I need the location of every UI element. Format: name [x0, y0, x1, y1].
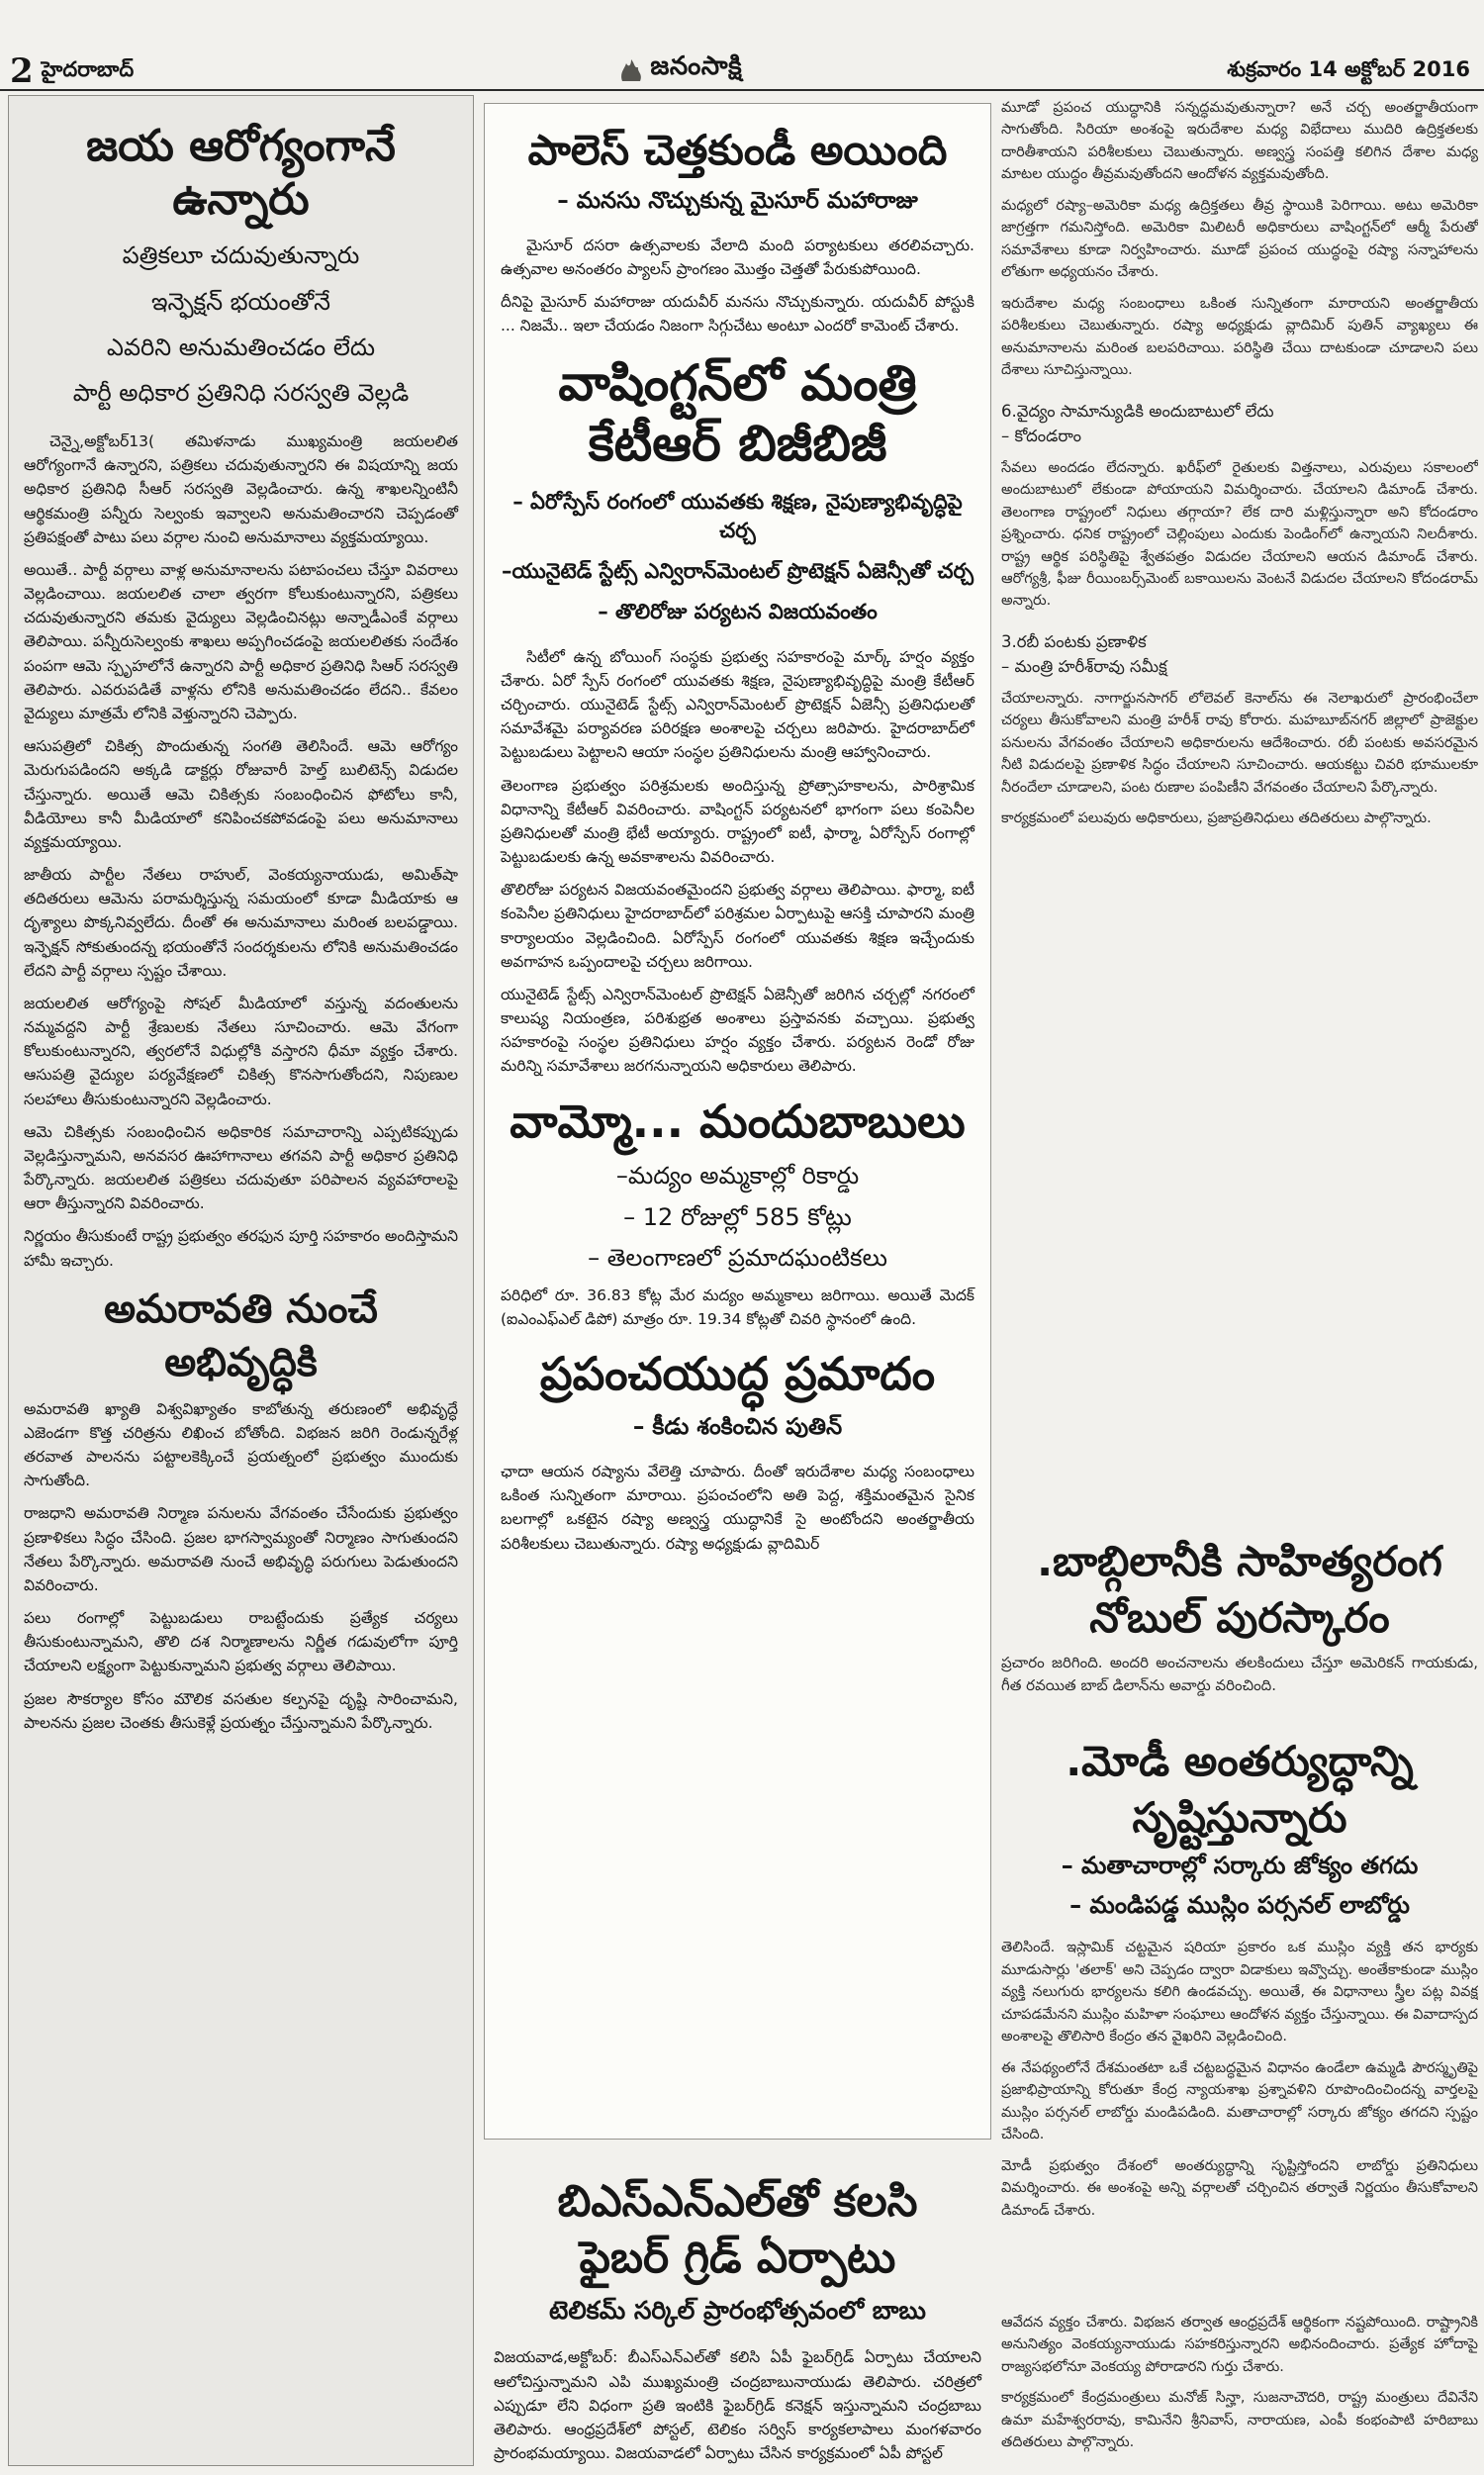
jaya-body-paragraph: ఆమె చికిత్సకు సంబంధించిన అధికారిక సమాచారాన్ని ఎప్పటికప్పుడు వెల్లడిస్తున్నామని, అనవసర ఊహాగానాలు తగవని పార్టీ అధికార ప్రతినిధి పేర్కొన్నారు. జయలలిత పత్రికలు చదువుతూ పరిపాలన వ్యవహారాలపై ఆరా తీస్తున్నారని వివరించారు. — [24, 1122, 458, 1213]
modi-headline — [1001, 1734, 1478, 1846]
article-ktr — [501, 353, 974, 1078]
ktr-body-paragraph: తెలంగాణ ప్రభుత్వం పరిశ్రమలకు అందిస్తున్న ప్రోత్సాహకాలను, పారిశ్రామిక విధానాన్ని కేటీఆర్ వివరించారు. వాషింగ్టన్ పర్యటనలో భాగంగా పలు కంపెనీల ప్రతినిధులతో మంత్రి భేటీ అయ్యారు. రాష్ట్రంలో ఐటీ, ఫార్మా, ఏరోస్పేస్ రంగాల్లో పెట్టుబడులకు ఉన్న అవకాశాలను వివరించారు. — [501, 776, 974, 867]
bsnl-headline — [494, 2173, 981, 2286]
palace-body-paragraph: దీనిపై మైసూర్ మహారాజు యదువీర్ మనసు నొచ్చుకున్నారు. యదువీర్ పోస్టుకి ... నిజమే.. ఇలా చేయడం నిజంగా సిగ్గుచేటు అంటూ ఎందరో కామెంట్ చేశారు. — [501, 292, 974, 335]
jaya-headline: జయ ఆరోగ్యంగానే ఉన్నారు — [86, 121, 396, 225]
masthead — [618, 51, 742, 87]
article-jaya — [8, 95, 474, 2466]
subhead-rabi-byline: – మంత్రి హరీశ్‌రావు సమీక్ష — [1001, 656, 1167, 676]
liquor-deck-2: – 12 రోజుల్లో 585 కోట్లు — [623, 1202, 852, 1231]
jaya-body-paragraph: ఆసుపత్రిలో చికిత్స పొందుతున్న సంగతి తెలిసిందే. ఆమె ఆరోగ్యం మెరుగుపడిందని అక్కడి డాక్టర్లు రోజువారీ హెల్త్ బులిటెన్స్ విడుదల చేస్తున్నారు. అయితే ఆమె చికిత్సకు సంబంధించిన ఫోటోలు కానీ, వీడియోలు కానీ మీడియాలో కనిపించకపోవడంపై పలు అనుమానాలు వ్యక్తమయ్యాయి. — [24, 737, 458, 851]
jaya-bridge-line: నిర్ణయం తీసుకుంటే రాష్ట్ర ప్రభుత్వం తరఫున పూర్తి సహకారం అందిస్తామని హామీ ఇచ్చారు. — [24, 1227, 458, 1270]
article-liquor — [501, 1093, 974, 1332]
continuation-paragraph: మధ్యలో రష్యా–అమెరికా మధ్య ఉద్రిక్తతలు తీవ్ర స్థాయికి పెరిగాయి. అటు అమెరికా జాగ్రత్తగా గమనిస్తోంది. అమెరికా మిలిటరీ అధికారులు వాషింగ్టన్‌లో ఆర్మీ పేరుతో సమావేశాలు కూడా నిర్వహించారు. మూడో ప్రపంచ యుద్ధంపై రష్యా సన్నాహాలను లోతుగా అధ్యయనం చేశారు. — [1001, 197, 1478, 281]
modi-body-paragraph: ఈ నేపథ్యంలోనే దేశమంతటా ఒకే చట్టబద్ధమైన విధానం ఉండేలా ఉమ్మడి పౌరస్మృతిపై ప్రజాభిప్రాయాన్ని కోరుతూ కేంద్ర న్యాయశాఖ ప్రశ్నావళిని రూపొందించిందన్న వార్తలపై ముస్లిం పర్సనల్ లాబోర్డు మండిపడింది. మతాచారాల్లో సర్కారు జోక్యం తగదని స్పష్టం చేసింది. — [1001, 2059, 1478, 2143]
jaya-deck-3: ఎవరిని అనుమతించడం లేదు — [106, 333, 376, 361]
modi-body-paragraph: తెలిసిందే. ఇస్లామిక్ చట్టమైన షరియా ప్రకారం ఒక ముస్లిం వ్యక్తి తన భార్యకు మూడుసార్లు 'తలాక్' అని చెప్పడం ద్వారా విడాకులు ఇవ్వొచ్చు. అంతేకాకుండా ముస్లిం వ్యక్తి నలుగురు భార్యలను కలిగి ఉండవచ్చు. అయితే, ఈ విధానాలు స్త్రీల పట్ల వివక్ష చూపడమేనని ముస్లిం మహిళా సంఘాలు ఆందోళన వ్యక్తం చేస్తున్నాయి. ఈ వివాదాస్పద అంశాలపై తొలిసారి కేంద్రం తన వైఖరిని వెల్లడించింది. — [1001, 1940, 1478, 2046]
jaya-body-paragraph: అయితే.. పార్టీ వర్గాలు వాళ్ల అనుమానాలను పటాపంచలు చేస్తూ వివరాలు వెల్లడించాయి. జయలలిత చాలా త్వరగా కోలుకుంటున్నారని, పత్రికలు చదువుతున్నారని తమకు వైద్యులు వెల్లడించినట్లు అన్నాడీఎంకే వర్గాలు తెలిపాయి. పన్నీరుసెల్వంకు శాఖలు అప్పగించడంపై జయలలితకు సందేశం పంపగా ఆమె స్పృహలోనే ఉన్నారని పార్టీ అధికార ప్రతినిధి సిఆర్ సరస్వతి తెలిపారు. ఎవరుపడితే వాళ్లను లోనికి అనుమతించడం లేదని.. కేవలం వైద్యులు మాత్రమే లోనికి వెళ్తున్నారని చెప్పారు. — [24, 560, 458, 722]
liquor-deck-1: –మద్యం అమ్మకాల్లో రికార్డు — [615, 1162, 860, 1190]
page-header — [0, 46, 1484, 91]
article-palace — [501, 124, 974, 337]
subhead-medical: 6.వైద్యం సామాన్యుడికి అందుబాటులో లేదు — [1001, 401, 1274, 421]
article-bsnl — [484, 2163, 991, 2468]
amaravati-subheadline: అమరావతి నుంచే అభివృద్ధికి — [104, 1285, 378, 1385]
masthead-logo-icon — [618, 55, 644, 83]
amaravati-body-paragraph: పలు రంగాల్లో పెట్టుబడులు రాబట్టేందుకు ప్రత్యేక చర్యలు తీసుకుంటున్నామని, తొలి దశ నిర్మాణాలను నిర్ణీత గడువులోగా పూర్తి చేయాలని లక్ష్యంగా పెట్టుకున్నామని ప్రభుత్వ వర్గాలు తెలిపాయి. — [24, 1609, 458, 1675]
modi-deck-1: – మతాచారాల్లో సర్కారు జోక్యం తగదు — [1061, 1852, 1419, 1880]
palace-byline: – మనసు నొచ్చుకున్న మైసూర్ మహారాజు — [557, 187, 918, 214]
bsnl-continuation-paragraph: ఆవేదన వ్యక్తం చేశారు. విభజన తర్వాత ఆంధ్రప్రదేశ్ ఆర్థికంగా నష్టపోయింది. రాష్ట్రానికి అనునిత్యం వెంకయ్యనాయుడు సహకరిస్తున్నారని అభినందించారు. ప్రత్యేక హోదాపై రాజ్యసభలోనూ వెంకయ్య పోరాడారని గుర్తు చేశారు. — [1001, 2315, 1478, 2375]
bsnl-deck: టెలికమ్ సర్కిల్ ప్రారంభోత్సవంలో బాబు — [549, 2296, 926, 2326]
bsnl-headline-line1: బిఎస్ఎన్ఎల్‌తో కలసి — [557, 2176, 918, 2227]
amaravati-body-paragraph: ప్రజల సౌకర్యాల కోసం మౌలిక వసతుల కల్పనపై దృష్టి సారించామని, పాలనను ప్రజల చెంతకు తీసుకెళ్లే ప్రయత్నం చేస్తున్నామని పేర్కొన్నారు. — [24, 1689, 458, 1732]
subhead-medical-byline: – కోదండరాం — [1001, 426, 1082, 445]
jaya-deck-1: పత్రికలూ చదువుతున్నారు — [122, 241, 360, 270]
liquor-deck-3: – తెలంగాణలో ప్రమాదఘంటికలు — [588, 1243, 887, 1272]
war-body-paragraph: ఛాదా ఆయన రష్యాను వేలెత్తి చూపారు. దీంతో ఇరుదేశాల మధ్య సంబంధాలు ఒకింత సున్నితంగా మారాయి. ప్రపంచంలోని అతి పెద్ద, శక్తిమంతమైన సైనిక బలగాల్లో ఒకటైన రష్యా అణ్వస్త్ర యుద్ధానికే సై అంటోందని అంతర్జాతీయ పరిశీలకులు చెబుతున్నారు. రష్యా అధ్యక్షుడు వ్లాదిమిర్ — [501, 1463, 974, 1553]
liquor-body-paragraph: పరిధిలో రూ. 36.83 కోట్ల మేర మద్యం అమ్మకాలు జరిగాయి. అయితే మెదక్ (ఐఎంఎఫ్ఎల్ డిపో) మాత్రం రూ. 19.34 కోట్లతో చివరి స్థానంలో ఉంది. — [501, 1285, 974, 1329]
jaya-body-paragraph: చెన్నై,అక్టోబర్13( తమిళనాడు ముఖ్యమంత్రి జయలలిత ఆరోగ్యంగానే ఉన్నారని, పత్రికలు చదువుతున్నారని ఈ విషయాన్ని జయ అధికార ప్రతినిధి సీఆర్ సరస్వతి వెల్లడించారు. ఉన్న శాఖలన్నింటినీ ఆర్థికమంత్రి పన్నీరు సెల్వంకు ఇవ్వాలని అనుమతించారని చెప్పడంతో ప్రతిపక్షంతో పాటు పలు వర్గాల నుంచి అనుమానాలు వ్యక్తమయ్యాయి. — [24, 432, 458, 546]
jaya-deck-2: ఇన్ఫెక్షన్ భయంతోనే — [150, 287, 330, 316]
amaravati-body-paragraph: అమరావతి ఖ్యాతి విశ్వవిఖ్యాతం కాబోతున్న తరుణంలో అభివృద్ధే ఎజెండగా కొత్త చరిత్రను లిఖించ బోతోంది. విభజన జరిగి రెండున్నరేళ్ల తరవాత పాలనను పట్టాలకెక్కించే ప్రయత్నంలో ప్రభుత్వం ముందుకు సాగుతోంది. — [24, 1399, 458, 1490]
article-war — [501, 1345, 974, 1555]
palace-headline: పాలెస్ చెత్తకుండీ అయింది — [527, 126, 948, 174]
palace-body-paragraph: మైసూర్ దసరా ఉత్సవాలకు వేలాది మంది పర్యాటకులు తరలివచ్చారు. ఉత్సవాల అనంతరం ప్యాలస్ ప్రాంగణం మొత్తం చెత్తతో పేరుకుపోయింది. — [501, 236, 974, 278]
ktr-headline — [501, 353, 974, 474]
liquor-headline: వామ్మో... మందుబాబులు — [510, 1094, 966, 1148]
continuation-paragraph: సేవలు అందడం లేదన్నారు. ఖరీఫ్‌లో రైతులకు విత్తనాలు, ఎరువులు సకాలంలో అందుబాటులో లేకుండా పోయాయని విమర్శించారు. చేయాలని డిమాండ్ చేశారు. తెలంగాణ రాష్ట్రంలో నిధులు తగ్గాయా? లేక దారి మళ్లిస్తున్నారా అని కోదండరాం ప్రశ్నించారు. ధనిక రాష్ట్రంలో చెల్లింపులు ఎందుకు పెండింగ్‌లో ఉన్నాయని నిలదీశారు. రాష్ట్ర ఆర్థిక పరిస్థితిపై శ్వేతపత్రం విడుదల చేయాలని ఆయన డిమాండ్ చేశారు. ఆరోగ్యశ్రీ, ఫీజు రీయింబర్స్‌మెంట్ బకాయిలను వెంటనే విడుదల చేయాలని కోదండరామ్ అన్నారు. — [1001, 459, 1478, 610]
right-continuation-column — [1001, 97, 1478, 1520]
page-number-edition — [10, 51, 135, 92]
continuation-paragraph: మూడో ప్రపంచ యుద్ధానికి సన్నద్ధమవుతున్నారా? అనే చర్చ అంతర్జాతీయంగా సాగుతోంది. సిరియా అంశంపై ఇరుదేశాల మధ్య విభేదాలు ముదిరి ఉద్రిక్తతలకు దారితీశాయని పరిశీలకులు చెబుతున్నారు. అణ్వస్త్ర సంపత్తి కలిగిన దేశాల మధ్య మాటల యుద్ధం తీవ్రమవుతోందని ఆందోళన వ్యక్తమవుతోంది. — [1001, 100, 1478, 183]
jaya-deck-4: పార్టీ అధికార ప్రతినిధి సరస్వతి వెల్లడి — [72, 378, 410, 407]
ktr-deck-1: – ఏరోస్పేస్ రంగంలో యువతకు శిక్షణ, నైపుణ్యాభివృద్ధిపై చర్చ — [512, 490, 963, 542]
article-nobel — [1001, 1532, 1478, 1730]
page-number: 2 — [10, 51, 34, 92]
war-byline: – కీడు శంకించిన పుతిన్ — [632, 1414, 843, 1441]
bsnl-body-paragraph: విజయవాడ,అక్టోబర్: బీఎస్ఎన్ఎల్‌తో కలిసి ఏపీ ఫైబర్‌గ్రిడ్ ఏర్పాటు చేయాలని ఆలోచిస్తున్నామని ఎపి ముఖ్యమంత్రి చంద్రబాబునాయుడు తెలిపారు. చరిత్రలో ఎప్పుడూ లేని విధంగా ప్రతి ఇంటికి ఫైబర్‌గ్రిడ్ కనెక్షన్ ఇస్తున్నామని చంద్రబాబు తెలిపారు. ఆంధ్రప్రదేశ్‌లో పోస్టల్, టెలికం సర్విస్ కార్యకలాపాలు మంగళవారం ప్రారంభమయ్యాయి. విజయవాడలో ఏర్పాటు చేసిన కార్యక్రమంలో ఏపీ పోస్టల్ — [494, 2348, 981, 2463]
modi-deck-2: – మండిపడ్డ ముస్లిం పర్సనల్ లాబోర్డు — [1069, 1891, 1410, 1920]
jaya-body-paragraph: జాతీయ పార్టీల నేతలు రాహుల్, వెంకయ్యనాయుడు, అమిత్‌షా తదితరులు ఆమెను పరామర్శిస్తున్న సమయంలో కూడా మీడియాకు ఆ దృశ్యాలు పొక్కనివ్వలేదు. దీంతో ఈ అనుమానాలు మరింత బలపడ్డాయి. ఇన్ఫెక్షన్ సోకుతుందన్న భయంతోనే సందర్శకులను లోనికి అనుమతించడం లేదని పార్టీ వర్గాలు స్పష్టం చేశాయి. — [24, 866, 458, 980]
date-line: శుక్రవారం 14 అక్టోబర్ 2016 — [1227, 57, 1470, 81]
continuation-paragraph: ఇరుదేశాల మధ్య సంబంధాలు ఒకింత సున్నితంగా మారాయని అంతర్జాతీయ పరిశీలకులు చెబుతున్నారు. రష్యా అధ్యక్షుడు వ్లాదిమిర్ పుతిన్ వ్యాఖ్యలు ఈ అనుమానాలను మరింత బలపరిచాయి. పరిస్థితి చేయి దాటకుండా చూడాలని పలు దేశాలు సూచిస్తున్నాయి. — [1001, 295, 1478, 379]
ktr-body-paragraph: తొలిరోజు పర్యటన విజయవంతమైందని ప్రభుత్వ వర్గాలు తెలిపాయి. ఫార్మా, ఐటీ కంపెనీల ప్రతినిధులు హైదరాబాద్‌లో పరిశ్రమల ఏర్పాటుపై ఆసక్తి చూపారని మంత్రి కార్యాలయం వెల్లడించింది. ఏరోస్పేస్ రంగంలో యువతకు శిక్షణ ఇచ్చేందుకు అవగాహన ఒప్పందాలపై చర్చలు జరిగాయి. — [501, 881, 974, 971]
nobel-body-paragraph: ప్రచారం జరిగింది. అందరి అంచనాలను తలకిందులు చేస్తూ అమెరికన్ గాయకుడు, గీత రవయిత బాబ్ డిలాన్‌ను అవార్డు వరించింది. — [1001, 1654, 1478, 1694]
jaya-body-paragraph: జయలలిత ఆరోగ్యంపై సోషల్ మీడియాలో వస్తున్న వదంతులను నమ్మవద్దని పార్టీ శ్రేణులకు నేతలు సూచించారు. ఆమె వేగంగా కోలుకుంటున్నారని, త్వరలోనే విధుల్లోకి వస్తారని ధీమా వ్యక్తం చేశారు. ఆసుపత్రి వైద్యుల పర్యవేక్షణలో చికిత్స కొనసాగుతోందని, నిపుణుల సలహాలు తీసుకుంటున్నారని వెల్లడించారు. — [24, 994, 458, 1108]
amaravati-body-paragraph: రాజధాని అమరావతి నిర్మాణ పనులను వేగవంతం చేసేందుకు ప్రభుత్వం ప్రణాళికలు సిద్ధం చేసింది. ప్రజల భాగస్వామ్యంతో నిర్మాణం సాగుతుందని నేతలు పేర్కొన్నారు. అమరావతి నుంచే అభివృద్ధి పరుగులు పెడుతుందని వివరించారు. — [24, 1504, 458, 1594]
bsnl-headline-line2: ఫైబర్ గ్రిడ్ ఏర్పాటు — [579, 2233, 896, 2284]
ktr-headline-line2: కేటీఆర్ బిజీబిజీ — [588, 415, 887, 473]
continuation-closing-line: కార్యక్రమంలో పలువురు అధికారులు, ప్రజాప్రతినిధులు తదితరులు పాల్గొన్నారు. — [1001, 810, 1432, 827]
bsnl-continuation-column — [1001, 2312, 1478, 2470]
modi-body-paragraph: మోడీ ప్రభుత్వం దేశంలో అంతర్యుద్ధాన్ని సృష్టిస్తోందని లాబోర్డు ప్రతినిధులు విమర్శించారు. ఈ అంశంపై అన్ని వర్గాలతో చర్చించిన తర్వాతే నిర్ణయం తీసుకోవాలని డిమాండ్ చేశారు. — [1001, 2157, 1478, 2219]
nobel-headline-line1: .బాబ్గిలానీకి సాహిత్యరంగ — [1037, 1537, 1442, 1585]
modi-headline-line1: .మోడీ అంతర్యుద్ధాన్ని — [1066, 1737, 1414, 1785]
ktr-body-paragraph: యునైటెడ్ స్టేట్స్ ఎన్విరాన్‌మెంటల్ ప్రొటెక్షన్ ఏజెన్సీతో జరిగిన చర్చల్లో నగరంలో కాలుష్య నియంత్రణ, పరిశుభ్రత అంశాలు ప్రస్తావనకు వచ్చాయి. ప్రభుత్వ సహకారంపై సంస్థల ప్రతినిధులు హర్షం వ్యక్తం చేశారు. పర్యటన రెండో రోజు మరిన్ని సమావేశాలు జరగనున్నాయని అధికారులు తెలిపారు. — [501, 985, 974, 1076]
war-headline: ప్రపంచయుద్ధ ప్రమాదం — [539, 1347, 936, 1401]
nobel-headline — [1001, 1534, 1478, 1646]
ktr-deck-3: – తొలిరోజు పర్యటన విజయవంతం — [598, 600, 878, 624]
middle-articles-box — [484, 103, 991, 2140]
continuation-paragraph: చేయాలన్నారు. నాగార్జునసాగర్ లోలెవల్ కెనాల్‌ను ఈ నెలాఖరులో ప్రారంభించేలా చర్యలు తీసుకోవాలని మంత్రి హరీశ్ రావు కోరారు. మహబూబ్‌నగర్ జిల్లాలో ప్రాజెక్టుల పనులను వేగవంతం చేయాలని అధికారులను ఆదేశించారు. రబీ పంటకు అవసరమైన నీటి విడుదలపై ప్రణాళిక సిద్ధం చేయాలని సూచించారు. ఆయకట్టు చివరి భూములకూ నీరందేలా చూడాలని, పంట రుణాల పంపిణీని వేగవంతం చేయాలని పేర్కొన్నారు. — [1001, 690, 1478, 796]
bsnl-continuation-paragraph: కార్యక్రమంలో కేంద్రమంత్రులు మనోజ్ సిన్హా, సుజనాచౌదరి, రాష్ట్ర మంత్రులు దేవినేని ఉమా మహేశ్వరరావు, కామినేని శ్రీనివాస్, నారాయణ, ఎంపీ కంభంపాటి హరిబాబు తదితరులు పాల్గొన్నారు. — [1001, 2390, 1478, 2451]
ktr-headline-line1: వాషింగ్టన్‌లో మంత్రి — [558, 354, 917, 413]
edition-name: హైదరాబాద్ — [41, 57, 135, 81]
masthead-title: జనంసాక్షి — [650, 51, 743, 81]
ktr-body-paragraph: సిటీలో ఉన్న బోయింగ్ సంస్థకు ప్రభుత్వ సహకారంపై మార్క్ హర్షం వ్యక్తం చేశారు. ఏరో స్పేస్ రంగంలో యువతకు శిక్షణ, నైపుణ్యాభివృద్ధిపై మంత్రి కేటీఆర్ చర్చించారు. యునైటెడ్ స్టేట్స్ ఎన్విరాన్‌మెంటల్ ప్రొటెక్షన్ ఏజెన్సీ ప్రతినిధులతో సమావేశమై పర్యావరణ పరిరక్షణ అంశాలపై చర్చలు జరిపారు. హైదరాబాద్‌లో పెట్టుబడులు పెట్టాలని ఆయా సంస్థల ప్రతినిధులను మంత్రి ఆహ్వానించారు. — [501, 647, 974, 762]
subhead-rabi: 3.రబీ పంటకు ప్రణాళిక — [1001, 631, 1147, 651]
article-modi — [1001, 1734, 1478, 2306]
modi-headline-line2: సృష్టిస్తున్నారు — [1132, 1792, 1347, 1842]
ktr-deck-2: –యునైటెడ్ స్టేట్స్ ఎన్విరాన్‌మెంటల్ ప్రొటెక్షన్ ఏజెన్సీతో చర్చ — [501, 558, 974, 583]
nobel-headline-line2: నోబుల్ పురస్కారం — [1089, 1592, 1390, 1642]
